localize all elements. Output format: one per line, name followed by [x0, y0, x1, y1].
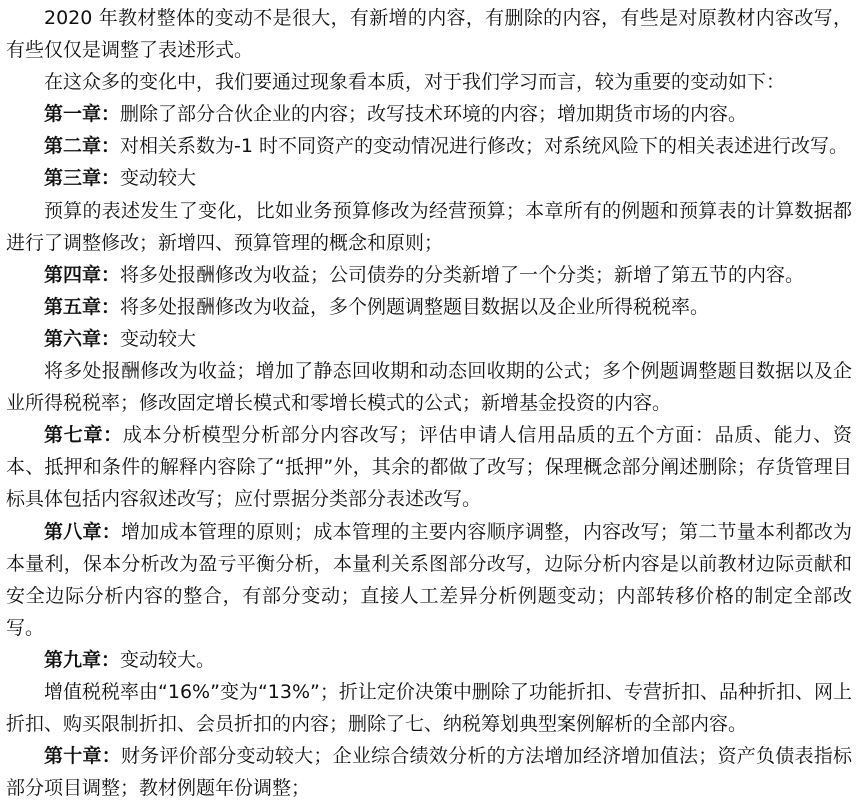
paragraph	[6, 2, 852, 66]
paragraph-text: 增值税税率由“16%”变为“13%”；折让定价决策中删除了功能折扣、专营折扣、品种折扣、网上折扣、购买限制折扣、会员折扣的内容；删除了七、纳税筹划典型案例解析的全部内容。	[6, 680, 852, 736]
paragraph-text: 将多处报酬修改为收益，多个例题调整题目数据以及企业所得税税率。	[120, 295, 710, 318]
chapter-label: 第十章：	[44, 745, 121, 768]
chapter-label: 第一章：	[44, 103, 121, 126]
paragraph-text: 将多处报酬修改为收益；增加了静态回收期和动态回收期的公式；多个例题调整题目数据以及企业所得税税率；修改固定增长模式和零增长模式的公式；新增基金投资的内容。	[6, 360, 852, 415]
chapter-label: 第八章：	[44, 520, 121, 543]
paragraph-text: 变动较大	[120, 327, 197, 350]
paragraph-text: 成本分析模型分析部分内容改写；评估申请人信用品质的五个方面：品质、能力、资本、抵押和条件的解释内容除了“抵押”外，其余的都做了改写；保理概念部分阐述删除；存货管理目标具体包括内容叙述改写；应付票据分类部分表述改写。	[6, 424, 852, 511]
chapter-paragraph	[6, 98, 852, 130]
paragraph-text: 对相关系数为-1 时不同资产的变动情况进行修改；对系统风险下的相关表述进行改写。	[120, 135, 849, 158]
chapter-label: 第四章：	[44, 263, 121, 286]
chapter-paragraph	[6, 323, 852, 355]
chapter-label: 第九章：	[44, 648, 121, 671]
paragraph-text: 将多处报酬修改为收益；公司债券的分类新增了一个分类；新增了第五节的内容。	[120, 263, 805, 286]
chapter-paragraph	[6, 259, 852, 291]
chapter-paragraph	[6, 130, 852, 162]
chapter-paragraph	[6, 419, 852, 515]
chapter-paragraph	[6, 291, 852, 323]
paragraph	[6, 66, 852, 98]
paragraph-text: 变动较大。	[120, 648, 216, 671]
chapter-paragraph	[6, 740, 852, 804]
paragraph-text: 在这众多的变化中，我们要通过现象看本质，对于我们学习而言，较为重要的变动如下：	[44, 71, 786, 94]
paragraph-text: 财务评价部分变动较大；企业综合绩效分析的方法增加经济增加值法；资产负债表指标部分项目调整；教材例题年份调整；	[6, 745, 852, 800]
chapter-label: 第五章：	[44, 295, 121, 318]
paragraph-text: 变动较大	[120, 167, 197, 190]
paragraph-text: 增加成本管理的原则；成本管理的主要内容顺序调整，内容改写；第二节量本利都改为本量利，保本分析改为盈亏平衡分析，本量利关系图部分改写，边际分析内容是以前教材边际贡献和安全边际分析内容的整合，有部分变动；直接人工差异分析例题变动；内部转移价格的制定全部改写。	[6, 520, 852, 639]
paragraph-text: 2020 年教材整体的变动不是很大，有新增的内容，有删除的内容，有些是对原教材内容改写，有些仅仅是调整了表述形式。	[6, 7, 852, 62]
chapter-label: 第七章：	[44, 424, 123, 447]
paragraph	[6, 355, 852, 419]
chapter-label: 第二章：	[44, 135, 121, 158]
chapter-paragraph	[6, 644, 852, 676]
paragraph	[6, 195, 852, 259]
paragraph	[6, 676, 852, 740]
paragraph-text: 预算的表述发生了变化，比如业务预算修改为经营预算；本章所有的例题和预算表的计算数据都进行了调整修改；新增四、预算管理的概念和原则；	[6, 199, 852, 254]
chapter-label: 第三章：	[44, 167, 121, 190]
chapter-paragraph	[6, 516, 852, 644]
chapter-label: 第六章：	[44, 327, 121, 350]
paragraph-text: 删除了部分合伙企业的内容；改写技术环境的内容；增加期货市场的内容。	[120, 103, 748, 126]
chapter-paragraph	[6, 162, 852, 194]
